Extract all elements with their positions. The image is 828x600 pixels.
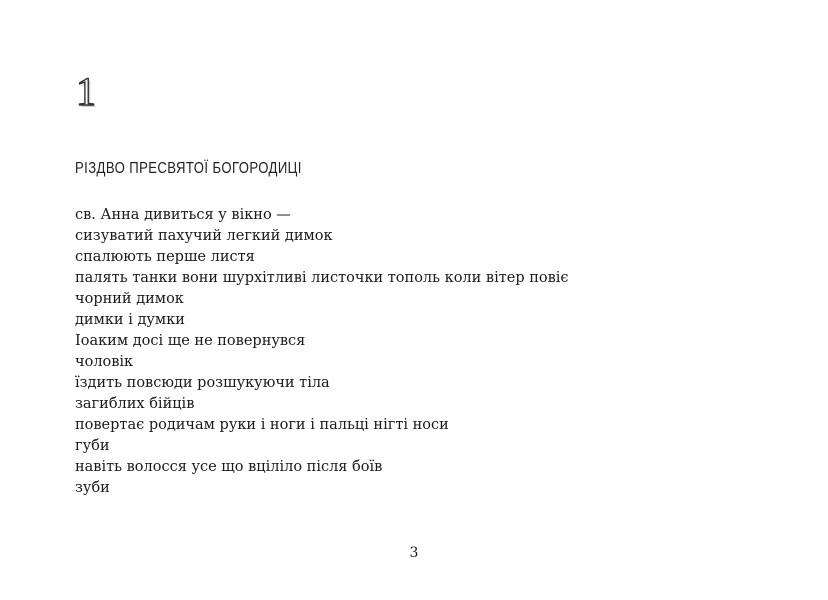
page-number: 3: [409, 545, 419, 561]
chapter-title: РІЗДВО ПРЕСВЯТОЇ БОГОРОДИЦІ: [75, 160, 302, 177]
poem-line: спалюють перше листя: [75, 249, 255, 265]
poem-line: губи: [75, 438, 110, 454]
chapter-number: 1: [76, 69, 96, 114]
poem-line: св. Анна дивиться у вікно —: [75, 207, 291, 223]
poem-text: [75, 205, 569, 499]
poem-line: загиблих бійців: [75, 396, 195, 412]
poem-line: зуби: [75, 480, 110, 496]
poem-line: їздить повсюди розшукуючи тіла: [75, 375, 330, 391]
poem-line: чоловік: [75, 354, 134, 370]
poem-line: палять танки вони шурхітливі листочки тополь коли вітер повіє: [75, 270, 569, 286]
poem-line: чорний димок: [75, 291, 184, 307]
poem-line: сизуватий пахучий легкий димок: [75, 228, 333, 244]
poem-line: повертає родичам руки і ноги і пальці нігті носи: [75, 417, 449, 433]
poem-line: навіть волосся усе що вціліло після боїв: [75, 459, 383, 475]
poem-line: Іоаким досі ще не повернувся: [75, 333, 306, 349]
poem-line: димки і думки: [75, 312, 185, 328]
